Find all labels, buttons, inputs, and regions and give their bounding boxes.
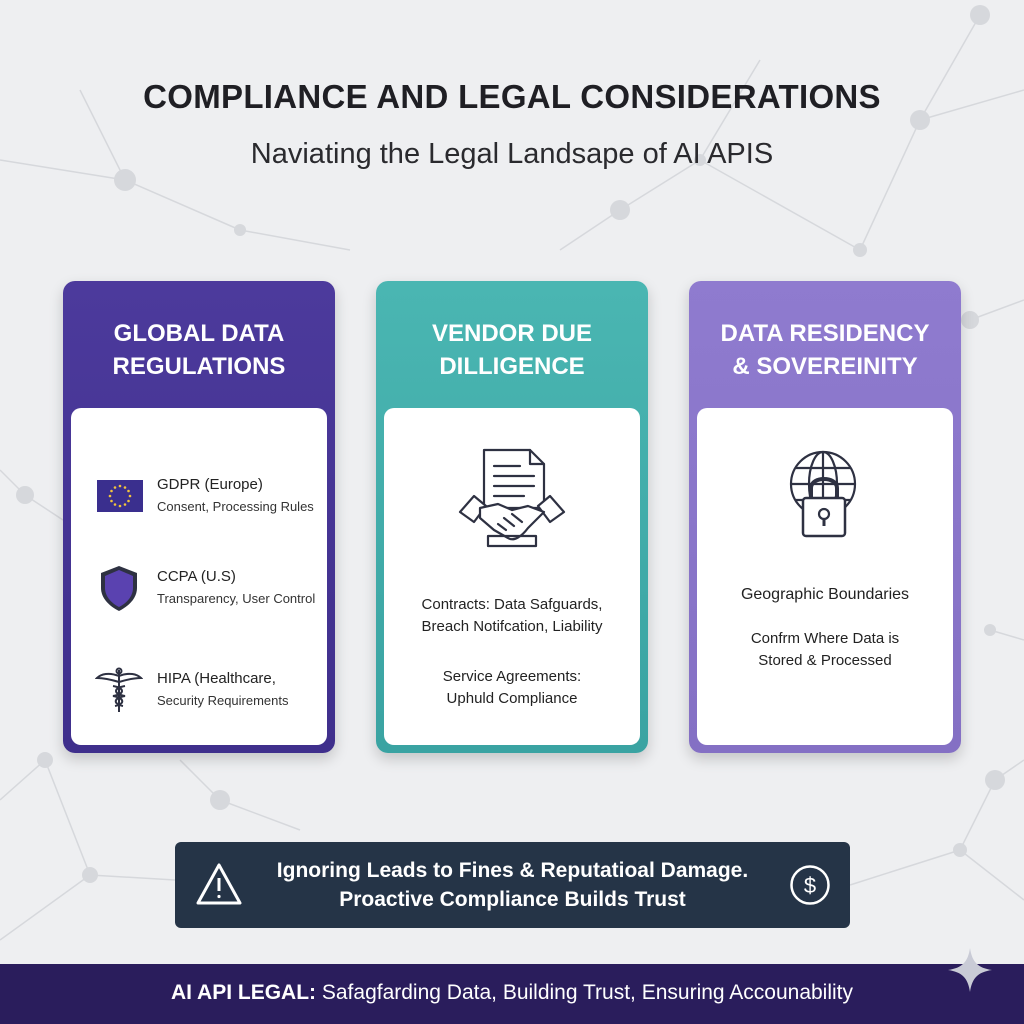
caduceus-icon [95, 666, 143, 714]
footer-text [0, 981, 1024, 1005]
list-item-hipa [95, 666, 327, 716]
footer-label: AI API LEGAL: [170, 981, 317, 1004]
vendor-due-diligence-card [376, 281, 648, 753]
regulation-desc: Security Requirements [157, 693, 289, 708]
card-title: VENDOR DUE DILLIGENCE [431, 320, 593, 380]
global-data-regulations-card [63, 281, 335, 753]
card-body [71, 408, 327, 745]
globe-lock-icon [785, 448, 865, 544]
banner-text: Ignoring Leads to Fines & Reputatioal Damage. Proactive Compliance Builds Trust [276, 859, 749, 911]
geographic-boundaries-heading: Geographic Boundaries [740, 586, 910, 603]
regulation-desc: Consent, Processing Rules [157, 499, 314, 514]
svg-text:$: $ [803, 873, 817, 898]
warning-icon [195, 862, 243, 906]
card-title: GLOBAL DATA REGULATIONS [112, 320, 286, 380]
card-body [384, 408, 640, 745]
footer-tagline: Safagfarding Data, Building Trust, Ensuring Accounability [316, 981, 854, 1004]
data-residency-card [689, 281, 961, 753]
regulation-desc: Transparency, User Control [157, 591, 316, 606]
contracts-text: Contracts: Data Safguards, Breach Notifcation, Liability [421, 596, 603, 635]
residency-text: Confrm Where Data is Stored & Processed [750, 630, 900, 669]
warning-banner [175, 842, 850, 928]
page-subtitle: Naviating the Legal Landsape of AI APIS [250, 138, 774, 170]
page-title: COMPLIANCE AND LEGAL CONSIDERATIONS [143, 78, 881, 115]
shield-icon [95, 564, 143, 612]
list-item-ccpa [95, 564, 327, 614]
card-body [697, 408, 953, 745]
card-title: DATA RESIDENCY & SOVEREINITY [720, 320, 930, 380]
regulation-name: CCPA (U.S) [157, 568, 236, 585]
regulation-name: HIPA (Healthcare, [157, 670, 276, 687]
dollar-icon [789, 864, 831, 906]
footer-bar [0, 964, 1024, 1024]
eu-flag-icon [95, 472, 143, 520]
list-item-gdpr [95, 472, 327, 522]
service-agreements-text: Service Agreements: Uphuld Compliance [442, 668, 582, 707]
contract-handshake-icon [458, 446, 566, 554]
sparkle-icon [946, 946, 994, 994]
regulation-name: GDPR (Europe) [157, 476, 263, 493]
